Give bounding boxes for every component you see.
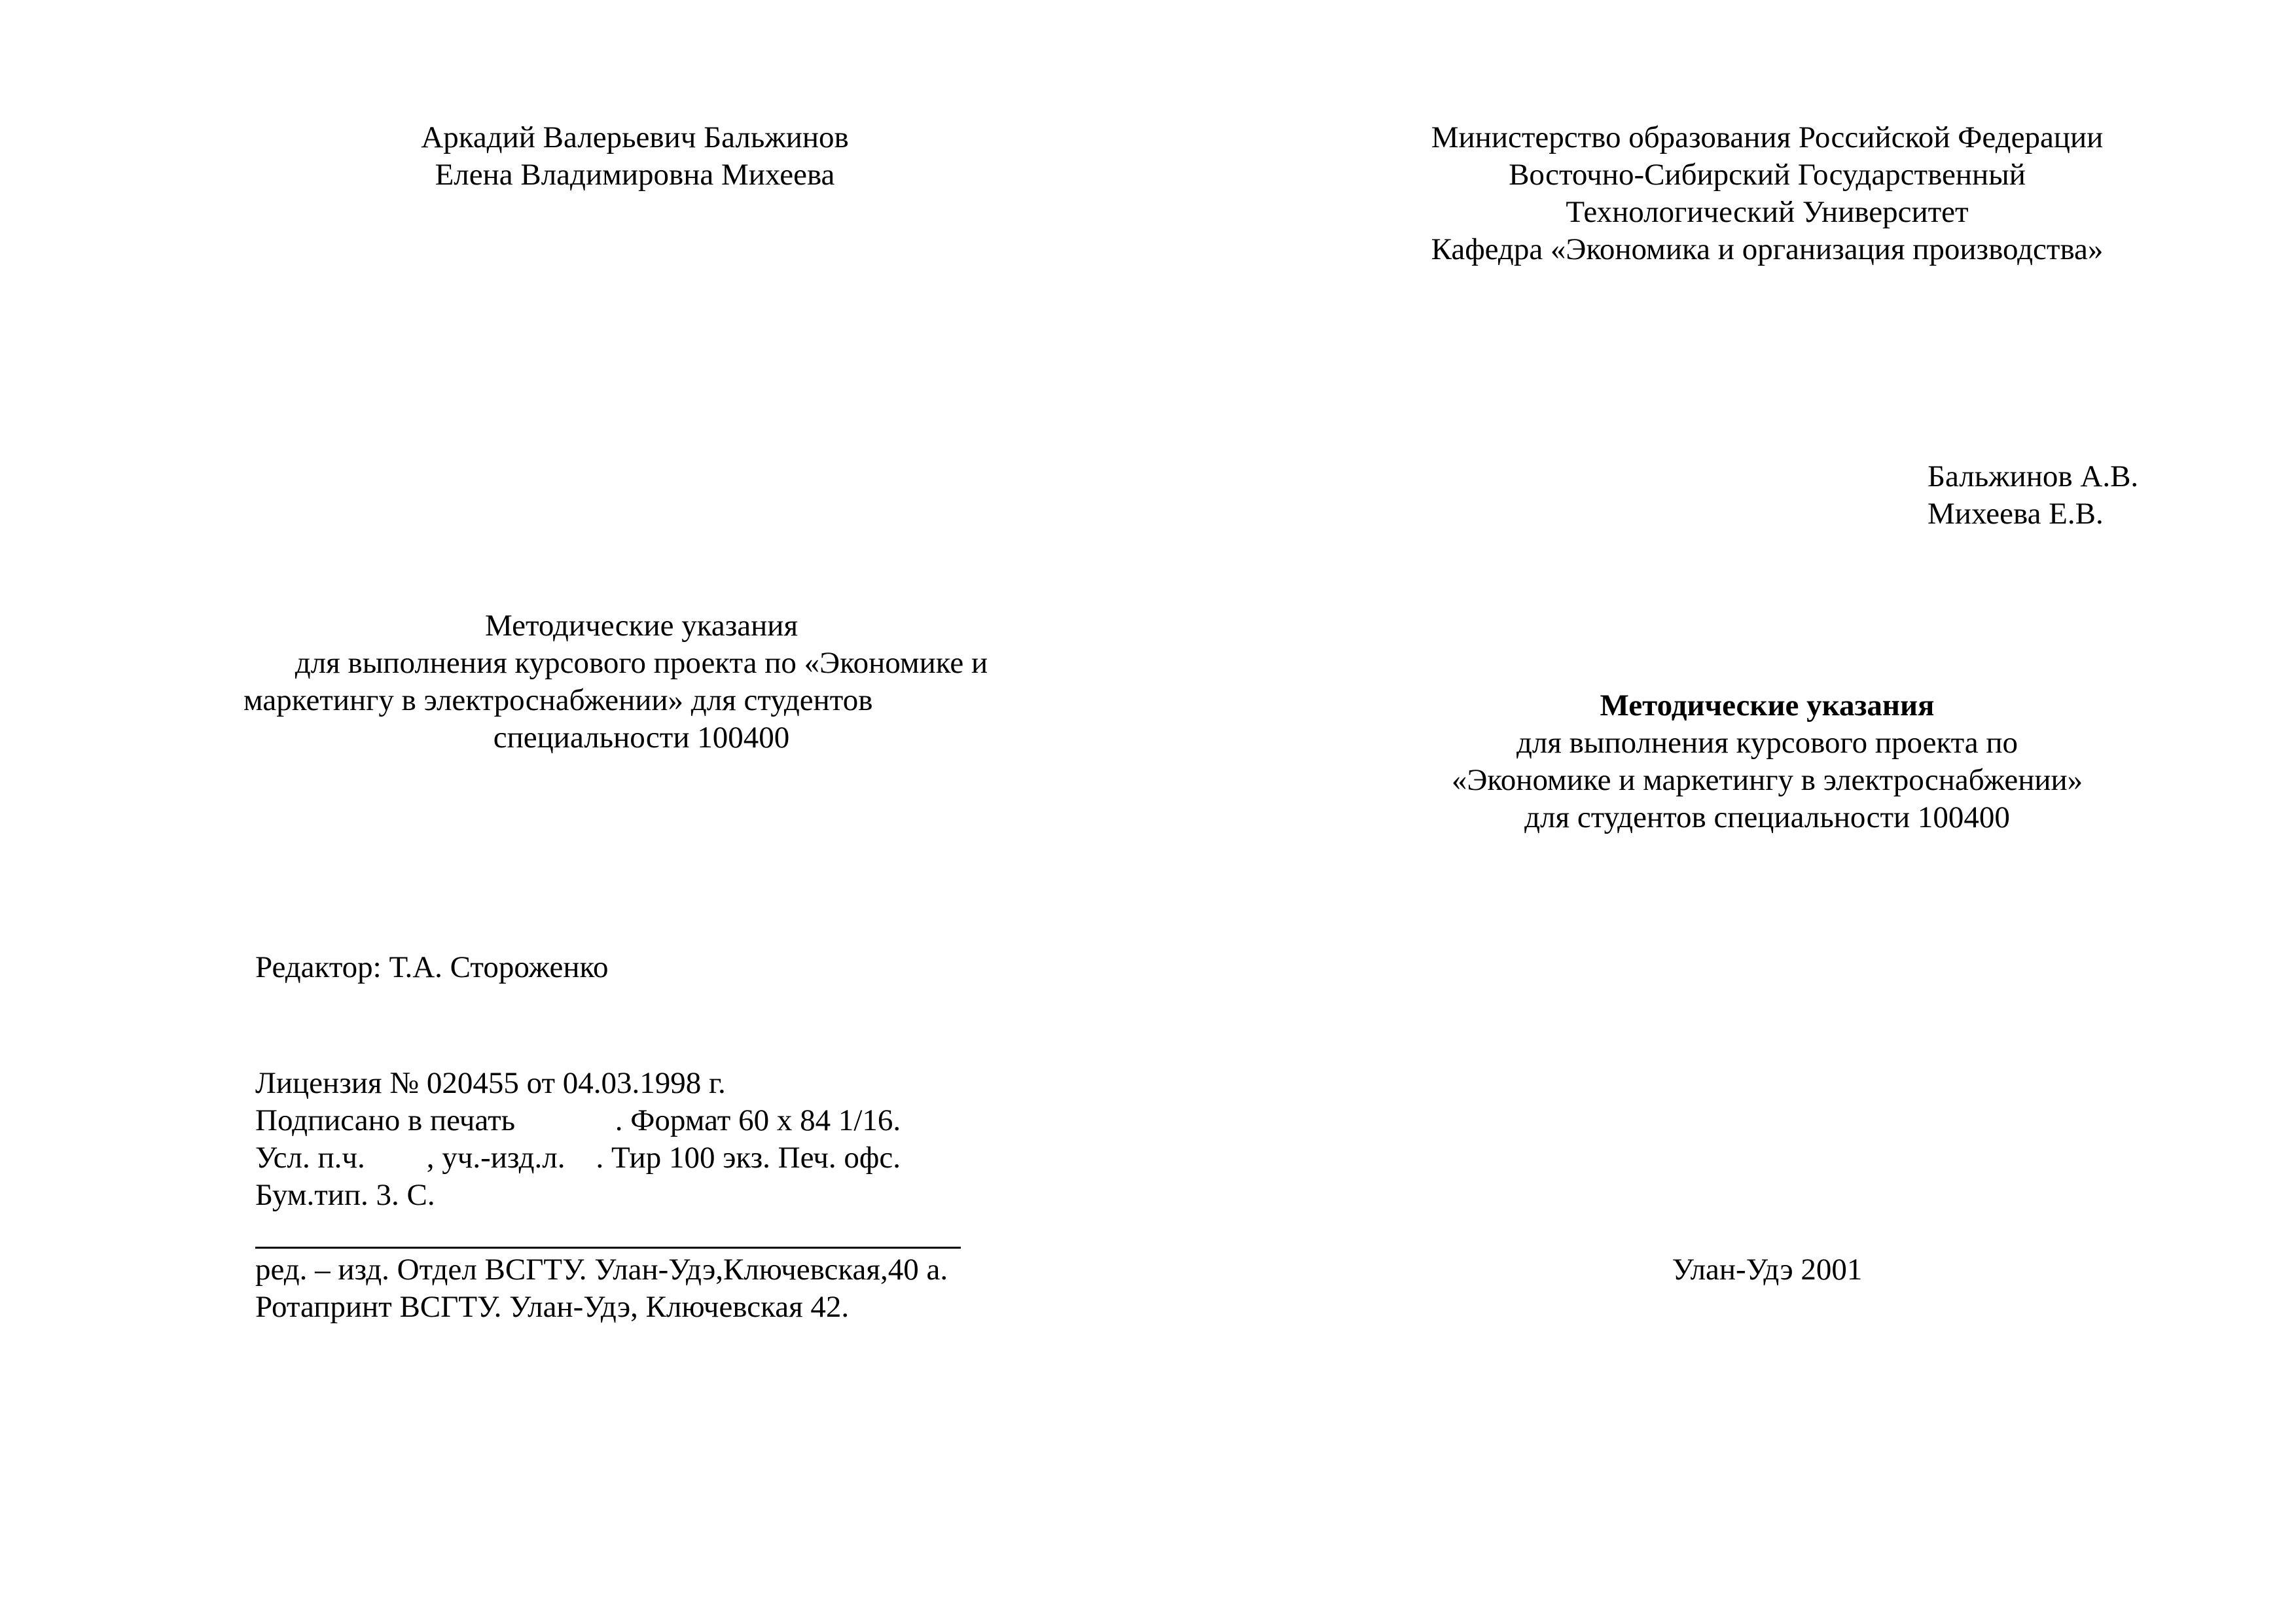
institution-line: Министерство образования Российской Федерации [1431, 120, 2104, 154]
institution-line: Кафедра «Экономика и организация производства» [1431, 232, 2104, 266]
imprint-line: Лицензия № 020455 от 04.03.1998 г. [255, 1066, 726, 1100]
institution-line: Восточно-Сибирский Государственный [1509, 158, 2026, 192]
editor-line: Редактор: Т.А. Стороженко [255, 950, 609, 984]
imprint-line: Усл. п.ч. , уч.-изд.л. . Тир 100 экз. Печ. офс. [255, 1141, 901, 1175]
city-year [1604, 1251, 1931, 1289]
imprint-line: Бум.тип. 3. С. [255, 1178, 435, 1212]
publisher-line: ред. – изд. Отдел ВСГТУ. Улан-Удэ,Ключевская,40 а. [255, 1253, 948, 1287]
city-year-line: Улан-Удэ 2001 [1672, 1253, 1863, 1287]
institution-line: Технологический Университет [1566, 195, 1969, 229]
author-names-full [321, 119, 949, 194]
editor-credit [255, 949, 1041, 986]
publisher-details [255, 1251, 1172, 1326]
title-line: «Экономике и маркетингу в электроснабжении» [1451, 763, 2083, 797]
right-page-title [1342, 687, 2193, 836]
title-line: специальности 100400 [493, 721, 790, 755]
publisher-line: Ротапринт ВСГТУ. Улан-Удэ, Ключевская 42. [255, 1290, 850, 1324]
title-line: для студентов специальности 100400 [1524, 800, 2010, 834]
title-heading: Методические указания [1600, 688, 1935, 722]
left-page-title [216, 607, 1067, 757]
author-name: Елена Владимировна Михеева [435, 158, 835, 192]
institution-header [1374, 119, 2160, 268]
author-name: Михеева Е.В. [1928, 497, 2104, 531]
imprint-divider [255, 1247, 961, 1249]
imprint-line: Подписано в печать . Формат 60 х 84 1/16. [255, 1103, 901, 1137]
title-line: Методические указания [484, 609, 798, 643]
imprint-details [255, 1065, 1106, 1214]
author-name: Аркадий Валерьевич Бальжинов [421, 120, 849, 154]
title-line: для выполнения курсового проекта по «Экономике и [295, 646, 988, 680]
author-names-short [1928, 458, 2268, 533]
title-line: маркетингу в электроснабжении» для студентов [243, 683, 873, 717]
title-line: для выполнения курсового проекта по [1516, 726, 2018, 760]
author-name: Бальжинов А.В. [1928, 459, 2139, 493]
